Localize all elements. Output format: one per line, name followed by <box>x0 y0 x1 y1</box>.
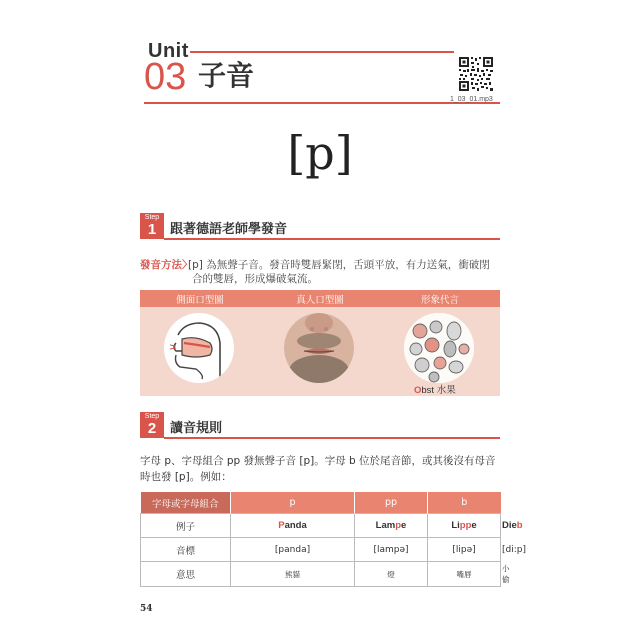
word-pre: Lam <box>375 520 396 531</box>
word-highlight: b <box>516 520 523 531</box>
step-2-badge-number: 2 <box>147 420 157 437</box>
table-row: 意思 熊貓 燈 嘴唇 小偷 <box>141 562 501 587</box>
unit-divider-top <box>190 51 454 53</box>
caption-side-view: 側面口型圖 <box>176 295 224 306</box>
unit-divider-bottom <box>144 102 500 104</box>
method-text-line-2: 合的雙唇，形成爆破氣流。 <box>192 273 318 285</box>
fruit-mascot-image <box>404 313 474 383</box>
example-table <box>140 492 526 587</box>
table-row <box>141 514 501 538</box>
caption-mascot: 形象代言 <box>420 295 459 306</box>
phonetic-cell: [lipə] <box>428 538 501 562</box>
rule-text-line-1: 字母 p、字母組合 pp 發無聲子音 [p]。字母 b 位於尾音節，或其後沒有母音 <box>140 455 496 467</box>
example-word <box>231 514 355 538</box>
method-label: 發音方法〉 <box>140 259 193 271</box>
mascot-word-rest: bst <box>421 385 435 396</box>
table-header-cell: 字母或字母組合 <box>141 492 231 514</box>
step-2-title: 讀音規則 <box>170 421 223 436</box>
word-pre: Die <box>502 520 517 531</box>
meaning-cell: 熊貓 <box>231 562 355 587</box>
caption-real-mouth: 真人口型圖 <box>296 295 344 306</box>
audio-file-label: 1_03_01.mp3 <box>450 96 493 103</box>
method-text-line-1: [p] 為無聲子音。發音時雙唇緊閉，舌頭平放，有力送氣，衝破閉 <box>188 259 490 271</box>
real-mouth-photo <box>284 313 354 383</box>
meaning-cell: 燈 <box>355 562 428 587</box>
unit-title: 子音 <box>198 59 255 92</box>
step-2-badge <box>140 412 164 438</box>
example-word <box>355 514 428 538</box>
row-label-meaning: 意思 <box>141 562 231 587</box>
word-rest: e <box>401 520 407 531</box>
example-word <box>428 514 501 538</box>
step-1-badge-word: Step <box>144 214 160 221</box>
mascot-word-meaning: 水果 <box>434 385 456 396</box>
row-label-example: 例子 <box>141 514 231 538</box>
step-2-divider <box>164 437 500 439</box>
step-1-title: 跟著德語老師學發音 <box>170 222 288 237</box>
table-header-cell: pp <box>355 492 428 514</box>
word-pre: Li <box>451 520 460 531</box>
phoneme-symbol: [p] <box>287 126 353 180</box>
word-rest: anda <box>284 520 307 531</box>
phonetic-cell: [lampə] <box>355 538 428 562</box>
word-rest: e <box>471 520 477 531</box>
unit-number: 03 <box>144 56 187 98</box>
step-2-badge-word: Step <box>144 413 160 420</box>
word-highlight: P <box>278 520 285 531</box>
unit-label: Unit <box>148 40 189 62</box>
row-label-phonetic: 音標 <box>141 538 231 562</box>
table-row: 音標 [panda] [lampə] [lipə] [di:p] <box>141 538 501 562</box>
mascot-word-label <box>414 382 456 396</box>
rule-text-line-2: 時也發 [p]。例如： <box>140 471 232 483</box>
table-header-row <box>141 492 501 514</box>
step-1-badge-number: 1 <box>147 221 157 238</box>
word-highlight: p <box>395 520 402 531</box>
word-highlight: pp <box>459 520 472 531</box>
step-1-badge <box>140 213 164 239</box>
table-header-cell: b <box>428 492 501 514</box>
meaning-cell: 嘴唇 <box>428 562 501 587</box>
step-1-divider <box>164 238 500 240</box>
mascot-word-highlight: O <box>414 385 422 396</box>
table-header-cell: p <box>231 492 355 514</box>
side-view-mouth-diagram <box>164 313 234 383</box>
page-number: 54 <box>140 604 153 614</box>
phonetic-cell: [panda] <box>231 538 355 562</box>
qr-code-icon[interactable] <box>458 56 494 92</box>
